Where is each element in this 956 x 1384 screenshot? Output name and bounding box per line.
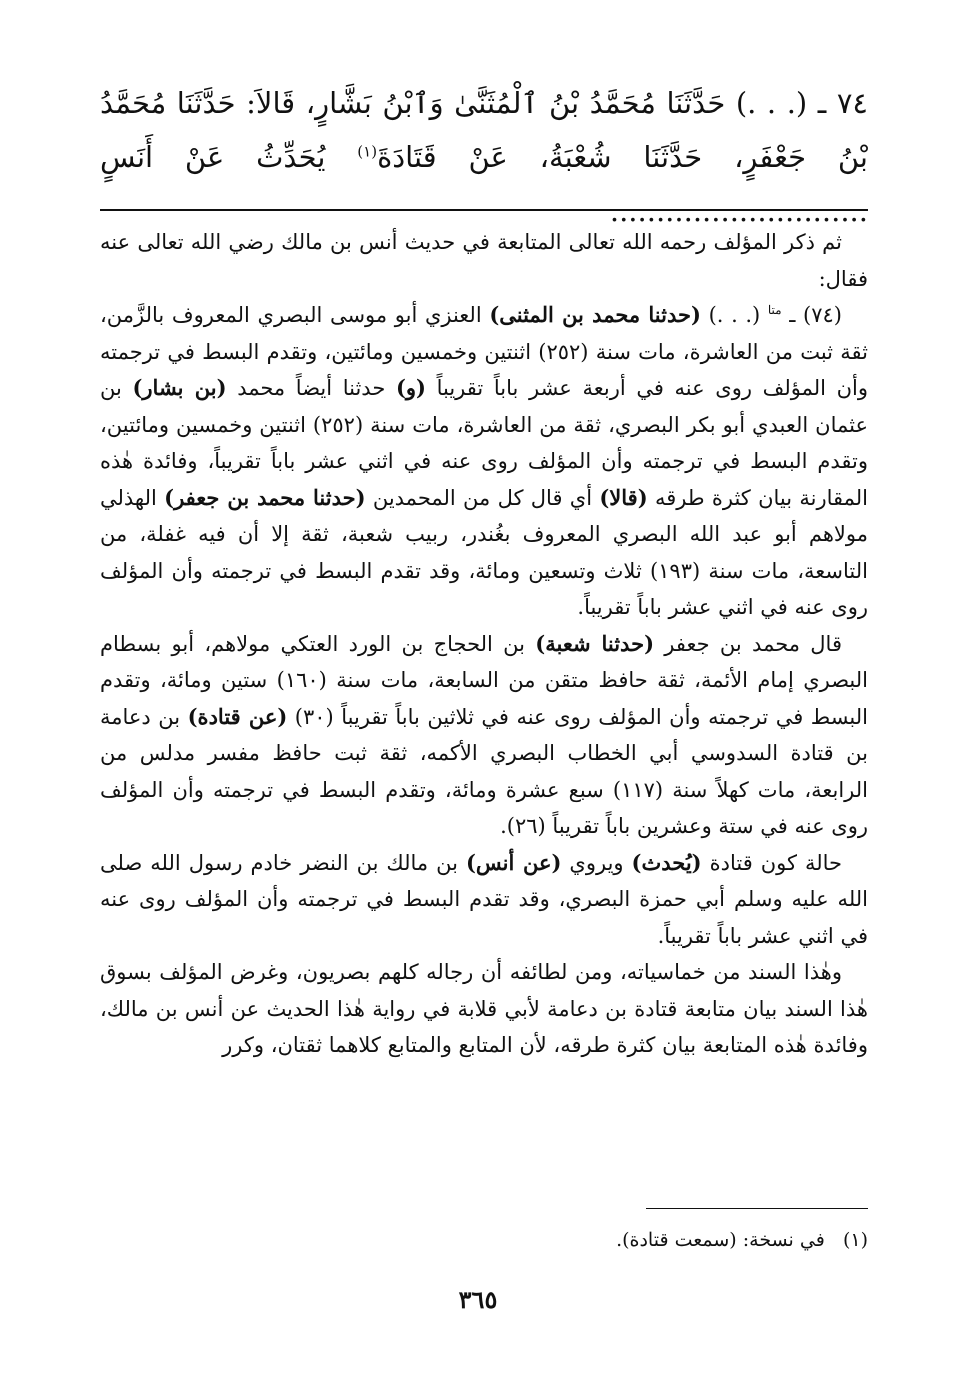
- narrator-quote: (حدثنا شعبة): [535, 630, 655, 656]
- footnote: [100, 1226, 868, 1254]
- text-span: حدثنا أيضاً محمد: [226, 376, 396, 400]
- text-span: بن الحجاج بن الورد العتكي مولاهم، أبو بسطام البصري إمام الأئمة، ثقة حافظ متقن من السابعة، مات سنة (١٦٠) ستين ومائة، وتقدم البسط في ترجمته وأن المؤلف روى عنه في ثلاثين باباً تقريباً (٣٠): [100, 631, 869, 729]
- narrator-quote: (يُحدث): [631, 849, 702, 875]
- hadith-separator-line: [100, 209, 868, 211]
- text-span: العنزي أبو موسى البصري المعروف بالزَّمن، ثقة ثبت من العاشرة، مات سنة (٢٥٢) اثنتين وخمسين ومائتين، وتقدم البسط في ترجمته وأن المؤلف روى عنه في أربعة عشر باباً تقريباً: [100, 303, 868, 400]
- page-number: ٣٦٥: [458, 1285, 498, 1314]
- narrator-quote: (قالا): [599, 484, 648, 510]
- footnote-marker: (١): [842, 1229, 868, 1251]
- text-span: قال محمد بن جعفر: [654, 631, 842, 656]
- text-span: حالة كون قتادة: [701, 850, 843, 875]
- text-span: بن دعامة بن قتادة السدوسي أبي الخطاب البصري الأكمه، ثقة ثبت حافظ مفسر مدلس من الرابعة، مات كهلاً سنة (١١٧) سبع عشرة ومائة، وتقدم البسط في ترجمته وأن المؤلف روى عنه في ستة وعشرين باباً تقريباً (٢٦).: [100, 704, 868, 838]
- text-span: (٧٤) ـ: [781, 303, 842, 327]
- hadith-main: ٧٤ ـ (. . .) حَدَّثَنَا مُحَمَّدُ بْنُ ٱلْمُثَنَّىٰ وَٱبْنُ بَشَّارٍ، قَالاَ: حَدَّثَنَا مُحَمَّدُ بْنُ جَعْفَرٍ، حَدَّثَنَا شُعْبَةُ، عَنْ قَتَادَةَ: [100, 86, 868, 174]
- narrator-quote: (حدثنا محمد بن جعفر): [164, 484, 366, 510]
- text-span: ويروي: [561, 850, 632, 875]
- text-span: (. . .): [700, 303, 768, 327]
- narrator-quote: (بن بشار): [132, 375, 227, 400]
- hadith-text: [100, 76, 868, 238]
- text-span: بن مالك بن النضر خادم رسول الله صلى الله عليه وسلم أبي حمزة البصري، وقد تقدم البسط في ترجمته وأن المؤلف روى عنه في اثني عشر باباً تقريباً.: [100, 850, 868, 948]
- narrator-quote: (عن قتادة): [187, 703, 288, 729]
- commentary: [100, 224, 868, 1064]
- commentary-paragraph-4: وهٰذا السند من خماسياته، ومن لطائفه أن رجاله كلهم بصريون، وغرض المؤلف بسوق هٰذا السند بيان متابعة قتادة بن دعامة لأبي قلابة في رواية هٰذا الحديث عن أنس بن مالك، وفائدة هٰذه المتابعة بيان كثرة طرقه، لأن المتابع والمتابع كلاهما ثقتان، وكرر: [100, 960, 868, 1057]
- narrator-quote: (عن أنس): [465, 849, 562, 875]
- hadith-number-mark: متا: [767, 303, 782, 317]
- commentary-intro: ثم ذكر المؤلف رحمه الله تعالى المتابعة في حديث أنس بن مالك رضي الله تعالى عنه فقال:: [100, 230, 868, 291]
- hadith-end: يُحَدِّثُ عَنْ أَنَسٍ: [100, 140, 358, 174]
- footnote-reference: (١): [357, 142, 378, 161]
- commentary-paragraph-3: [100, 845, 868, 955]
- hadith-dots: ............................: [609, 194, 868, 228]
- text-span: الهذلي مولاهم أبو عبد الله البصري المعروف بغُندر، ربيب شعبة، ثقة إلا أن فيه غفلة، من التاسعة، مات سنة (١٩٣) ثلاث وتسعين ومائة، وقد تقدم البسط في ترجمته وأن المؤلف روى عنه في اثني عشر باباً تقريباً.: [100, 485, 868, 619]
- narrator-quote: (حدثنا محمد بن المثنى): [489, 302, 701, 327]
- footnote-text: في نسخة: (سمعت قتادة).: [616, 1229, 825, 1251]
- commentary-paragraph-2: [100, 626, 868, 845]
- text-span: بن عثمان العبدي أبو بكر البصري، ثقة من العاشرة، مات سنة (٢٥٢) اثنتين وخمسين ومائتين، وتقدم البسط في ترجمته وأن المؤلف روى عنه في اثني عشر باباً تقريباً، وفائدة هٰذه المقارنة بيان كثرة طرقه: [100, 376, 869, 510]
- narrator-quote: (و): [395, 375, 426, 400]
- commentary-paragraph-1: [100, 297, 868, 626]
- footnote-separator-line: [646, 1208, 868, 1209]
- text-span: أي قال كل من المحمدين: [365, 485, 600, 510]
